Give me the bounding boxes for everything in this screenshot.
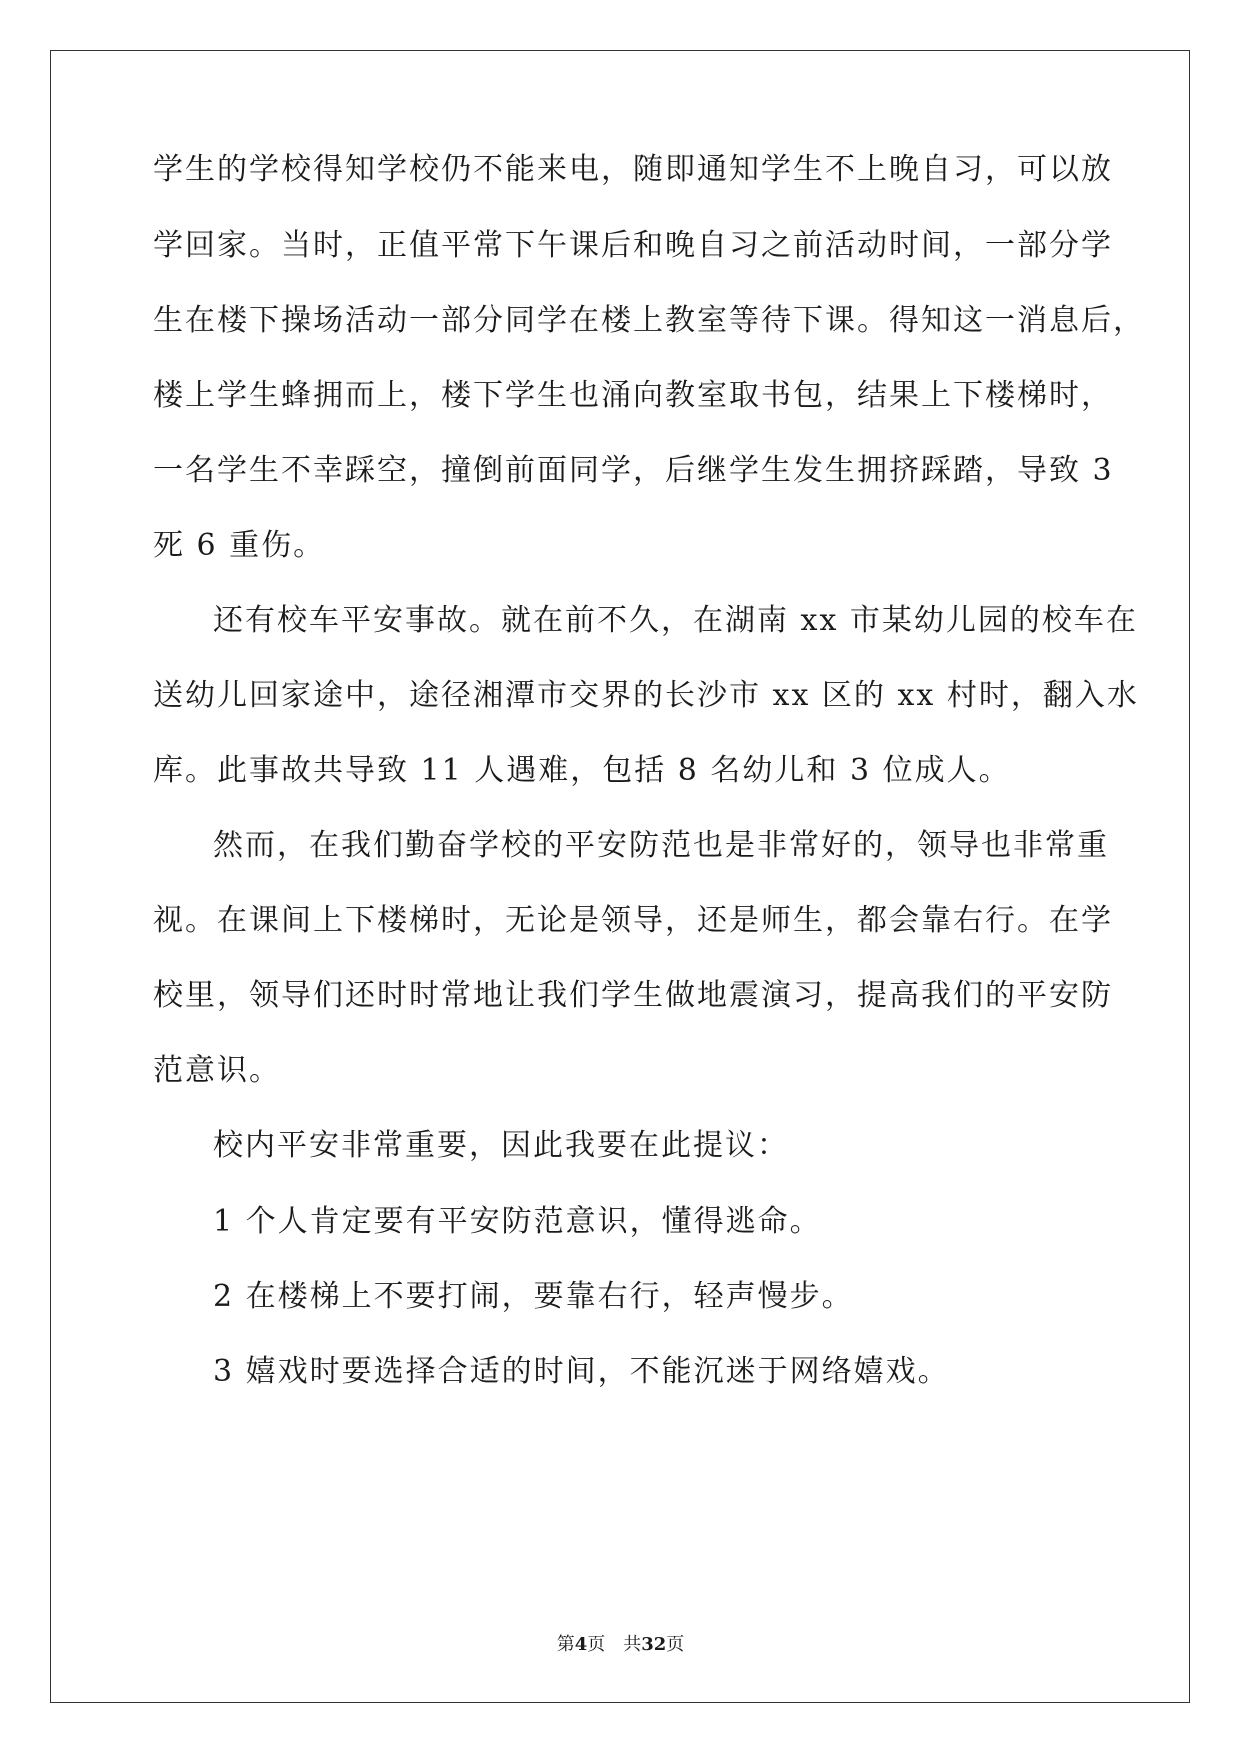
- text-line: 学回家。当时，正值平常下午课后和晚自习之前活动时间，一部分学: [153, 228, 1113, 263]
- text-line: 还有校车平安事故。就在前不久，在湖南 xx 市某幼儿园的校车在: [213, 603, 1138, 638]
- text-line: 校里，领导们还时时常地让我们学生做地震演习，提高我们的平安防: [153, 978, 1113, 1013]
- text-line: 视。在课间上下楼梯时，无论是领导，还是师生，都会靠右行。在学: [153, 903, 1113, 938]
- total-pages: 32: [641, 1634, 667, 1655]
- text-line: 校内平安非常重要，因此我要在此提议：: [213, 1128, 789, 1163]
- list-item: 3 嬉戏时要选择合适的时间，不能沉迷于网络嬉戏。: [213, 1354, 950, 1389]
- text-line: 生在楼下操场活动一部分同学在楼上教室等待下课。得知这一消息后，: [153, 303, 1145, 338]
- page-footer: [0, 1633, 1241, 1657]
- text-line: 楼上学生蜂拥而上，楼下学生也涌向教室取书包，结果上下楼梯时，: [153, 378, 1113, 413]
- total-prefix: 共: [623, 1634, 642, 1655]
- text-line: 学生的学校得知学校仍不能来电，随即通知学生不上晚自习，可以放: [153, 152, 1113, 187]
- page-number: 4: [574, 1634, 588, 1655]
- text-line: 库。此事故共导致 11 人遇难，包括 8 名幼儿和 3 位成人。: [153, 753, 1011, 788]
- text-line: 然而，在我们勤奋学校的平安防范也是非常好的，领导也非常重: [213, 828, 1109, 863]
- text-line: 送幼儿回家途中，途径湘潭市交界的长沙市 xx 区的 xx 村时，翻入水: [153, 678, 1139, 713]
- text-line: 一名学生不幸踩空，撞倒前面同学，后继学生发生拥挤踩踏，导致 3: [153, 453, 1114, 488]
- page-prefix: 第: [556, 1634, 575, 1655]
- page-suffix: 页: [587, 1634, 606, 1655]
- page-border: [50, 50, 1190, 1703]
- total-suffix: 页: [666, 1634, 685, 1655]
- list-item: 1 个人肯定要有平安防范意识，懂得逃命。: [213, 1204, 822, 1239]
- text-line: 范意识。: [153, 1053, 281, 1088]
- text-line: 死 6 重伤。: [153, 528, 326, 563]
- list-item: 2 在楼梯上不要打闹，要靠右行，轻声慢步。: [213, 1279, 854, 1314]
